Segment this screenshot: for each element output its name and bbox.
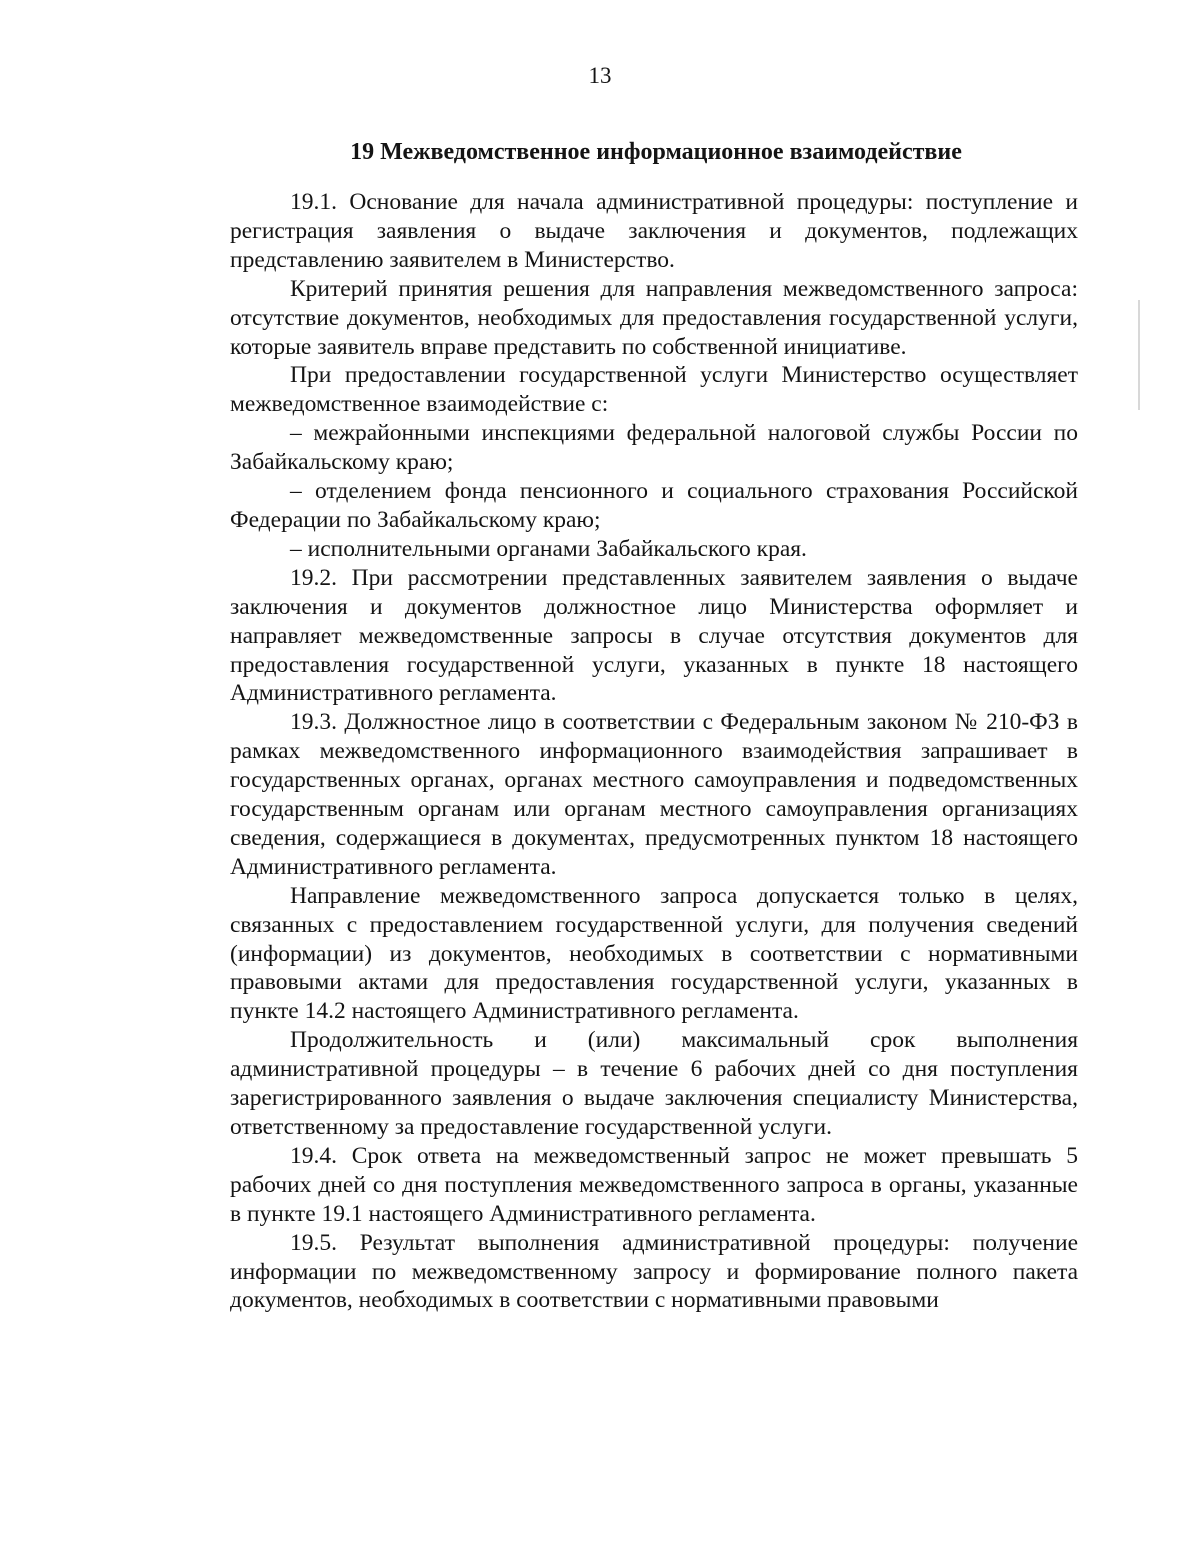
paragraph-criterion: Критерий принятия решения для направления межведомственного запроса: отсутствие документов, необходимых для предоставления государственной услуги, которые заявитель вправе представить по собственной инициативе.	[230, 275, 1078, 360]
paragraph-request-purpose: Направление межведомственного запроса допускается только в целях, связанных с предоставлением государственной услуги, для получения сведений (информации) из документов, необходимых в соответствии с нормативными правовыми актами для предоставления государственной услуги, указанных в пункте 14.2 настоящего Административного регламента.	[230, 882, 1078, 1025]
page-number: 13	[588, 63, 612, 88]
list-item-pension-fund: – отделением фонда пенсионного и социального страхования Российской Федерации по Забайкальскому краю;	[230, 478, 1078, 533]
paragraph-duration: Продолжительность и (или) максимальный срок выполнения административной процедуры – в течение 6 рабочих дней со дня поступления зарегистрированного заявления о выдаче заключения специалисту Министерства, ответственному за предоставление государственной услуги.	[230, 1027, 1078, 1140]
paragraph-19-3: 19.3. Должностное лицо в соответствии с Федеральным законом № 210-ФЗ в рамках межведомственного информационного взаимодействия запрашивает в государственных органах, органах местного самоуправления и подведомственных государственным органам или органам местного самоуправления организациях сведения, содержащиеся в документах, предусмотренных пунктом 18 настоящего Административного регламента.	[230, 709, 1078, 880]
document-body	[230, 188, 1078, 1315]
list-item-executive-bodies: – исполнительными органами Забайкальского края.	[290, 535, 807, 562]
paragraph-19-5: 19.5. Результат выполнения административной процедуры: получение информации по межведомственному запросу и формирование полного пакета документов, необходимых в соответствии с нормативными правовыми	[230, 1229, 1078, 1314]
section-heading: 19 Межведомственное информационное взаимодействие	[350, 139, 962, 165]
paragraph-19-2: 19.2. При рассмотрении представленных заявителем заявления о выдаче заключения и документов должностное лицо Министерства оформляет и направляет межведомственные запросы в случае отсутствия документов для предоставления государственной услуги, указанных в пункте 18 настоящего Административного регламента.	[230, 564, 1078, 707]
paragraph-19-1: 19.1. Основание для начала административной процедуры: поступление и регистрация заявления о выдаче заключения и документов, подлежащих представлению заявителем в Министерство.	[230, 189, 1078, 273]
scan-artifact-line	[1138, 300, 1140, 410]
paragraph-interaction-intro: При предоставлении государственной услуги Министерство осуществляет межведомственное взаимодействие с:	[230, 362, 1078, 418]
paragraph-19-4: 19.4. Срок ответа на межведомственный запрос не может превышать 5 рабочих дней со дня поступления межведомственного запроса в органы, указанные в пункте 19.1 настоящего Административного регламента.	[230, 1142, 1078, 1227]
list-item-tax-inspections: – межрайонными инспекциями федеральной налоговой службы России по Забайкальскому краю;	[230, 420, 1078, 476]
